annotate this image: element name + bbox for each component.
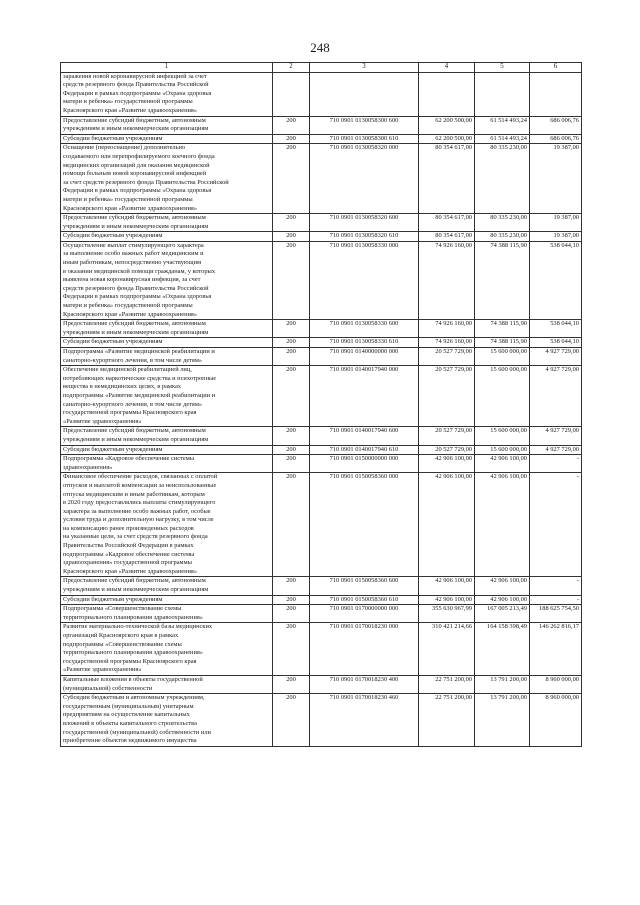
description-line: государственным (муниципальным) унитарным [63, 702, 194, 710]
row-remaining-amount: 4 927 729,00 [530, 366, 582, 427]
row-plan-amount: 80 354 617,00 [419, 144, 475, 214]
description-line: медицинских организаций для оказания медицинской [63, 161, 210, 169]
row-description [61, 694, 273, 747]
table-row [61, 694, 582, 747]
row-executed-amount: 42 906 100,00 [475, 577, 530, 595]
description-line: средств резервного фонда Правительства Российской [63, 284, 209, 292]
description-line: Федерации в рамках подпрограммы «Охрана здоровья [63, 89, 212, 97]
description-line: учреждениям и иным некоммерческим организациям [63, 125, 209, 133]
table-row [61, 144, 582, 214]
row-remaining-amount: 538 044,10 [530, 338, 582, 348]
description-line: Правительства Российской Федерации в рамках [63, 542, 194, 550]
row-remaining-amount: - [530, 577, 582, 595]
table-row [61, 72, 582, 116]
description-line: подпрограммы «Кадровое обеспечение системы [63, 550, 195, 558]
column-header: 2 [273, 63, 310, 73]
row-executed-amount: 15 600 000,00 [475, 445, 530, 455]
description-line: Предоставление субсидий бюджетным, автономным [63, 577, 206, 585]
column-header: 6 [530, 63, 582, 73]
row-code: 200 [273, 675, 310, 693]
description-line: (муниципальной) собственности [63, 684, 153, 692]
description-line: в оказании медицинской помощи гражданам, у которых [63, 267, 216, 275]
description-line: Субсидии бюджетным учреждениям [63, 232, 163, 240]
row-plan-amount: 20 527 729,00 [419, 348, 475, 366]
row-code: 200 [273, 214, 310, 232]
row-code: 200 [273, 320, 310, 338]
column-header: 1 [61, 63, 273, 73]
description-line: за счет средств резервного фонда Правительства Российской [63, 178, 229, 186]
row-classification: 710 0901 0130058320 000 [310, 144, 419, 214]
row-executed-amount: 74 388 115,90 [475, 241, 530, 319]
description-line: в 2020 году предоставлялись выплаты стимулирующего [63, 499, 216, 507]
row-description [61, 473, 273, 577]
row-description [61, 144, 273, 214]
description-line: Субсидии бюджетным учреждениям [63, 338, 163, 346]
description-line: Предоставление субсидий бюджетным, автономным [63, 214, 206, 222]
description-line: Оснащение (переоснащение) дополнительно [63, 144, 186, 152]
row-code: 200 [273, 623, 310, 676]
description-line: Красноярского края «Развитие здравоохранения» [63, 106, 198, 114]
row-code: 200 [273, 427, 310, 445]
row-description [61, 134, 273, 144]
row-classification: 710 0901 0140017940 610 [310, 445, 419, 455]
row-remaining-amount: - [530, 455, 582, 473]
description-line: здравоохранения» [63, 463, 113, 471]
row-classification: 710 0901 0150058360 610 [310, 595, 419, 605]
description-line: Субсидии бюджетным учреждениям [63, 134, 163, 142]
description-line: Финансовое обеспечение расходов, связанных с оплатой [63, 473, 218, 481]
row-plan-amount: 310 421 214,66 [419, 623, 475, 676]
row-remaining-amount: 8 960 000,00 [530, 694, 582, 747]
row-code: 200 [273, 134, 310, 144]
description-line: Осуществление выплат стимулирующего характера [63, 241, 204, 249]
row-description [61, 623, 273, 676]
row-executed-amount: 13 791 200,00 [475, 675, 530, 693]
description-line: Федерации в рамках подпрограммы «Охрана здоровья [63, 187, 212, 195]
row-classification: 710 0901 0130058330 600 [310, 320, 419, 338]
row-code: 200 [273, 241, 310, 319]
row-remaining-amount: - [530, 473, 582, 577]
row-plan-amount: 74 926 160,00 [419, 320, 475, 338]
row-description [61, 605, 273, 623]
description-line: Обеспечение медицинской реабилитацией лиц, [63, 366, 192, 374]
row-plan-amount: 80 354 617,00 [419, 214, 475, 232]
row-executed-amount: 74 388 115,90 [475, 338, 530, 348]
row-remaining-amount: 188 625 754,50 [530, 605, 582, 623]
row-plan-amount: 62 200 500,00 [419, 134, 475, 144]
description-line: Развитие материально-технической базы медицинских [63, 623, 213, 631]
row-executed-amount: 61 514 493,24 [475, 116, 530, 134]
row-plan-amount: 62 200 500,00 [419, 116, 475, 134]
description-line: учреждениям и иным некоммерческим организациям [63, 586, 209, 594]
description-line: потребляющих наркотические средства и психотропные [63, 374, 217, 382]
row-classification: 710 0901 0140017940 600 [310, 427, 419, 445]
row-remaining-amount: 686 006,76 [530, 134, 582, 144]
table-row [61, 338, 582, 348]
description-line: учреждениям и иным некоммерческим организациям [63, 222, 209, 230]
row-classification: 710 0901 0130058300 610 [310, 134, 419, 144]
row-code: 200 [273, 473, 310, 577]
row-description [61, 214, 273, 232]
description-line: Предоставление субсидий бюджетным, автономным [63, 427, 206, 435]
description-line: Капитальные вложения в объекты государственной [63, 675, 203, 683]
row-description [61, 455, 273, 473]
row-executed-amount: 42 906 100,00 [475, 473, 530, 577]
row-classification: 710 0901 0170000000 000 [310, 605, 419, 623]
row-remaining-amount: - [530, 595, 582, 605]
row-remaining-amount: 19 387,00 [530, 214, 582, 232]
description-line: «Развитие здравоохранения» [63, 666, 142, 674]
description-line: создаваемого или перепрофилируемого коечного фонда [63, 152, 215, 160]
table-row [61, 134, 582, 144]
description-line: Красноярского края «Развитие здравоохранения» [63, 310, 198, 318]
row-description [61, 232, 273, 242]
description-line: Субсидии бюджетным и автономным учреждениям, [63, 694, 205, 702]
row-description [61, 577, 273, 595]
description-line: Подпрограмма «Развитие медицинской реабилитации и [63, 348, 215, 355]
row-remaining-amount: 4 927 729,00 [530, 445, 582, 455]
row-description [61, 348, 273, 366]
row-plan-amount: 80 354 617,00 [419, 232, 475, 242]
table-row [61, 577, 582, 595]
column-header: 5 [475, 63, 530, 73]
description-line: Подпрограмма «Кадровое обеспечение системы [63, 455, 195, 463]
row-remaining-amount: 538 044,10 [530, 320, 582, 338]
row-remaining-amount: 4 927 729,00 [530, 348, 582, 366]
description-line: иным работникам, непосредственно участвующим [63, 259, 202, 267]
row-code: 200 [273, 445, 310, 455]
row-description [61, 116, 273, 134]
description-line: Федерации в рамках подпрограммы «Охрана здоровья [63, 293, 212, 301]
row-executed-amount [475, 72, 530, 116]
table-row [61, 455, 582, 473]
row-code: 200 [273, 595, 310, 605]
row-plan-amount: 22 751 200,00 [419, 675, 475, 693]
row-classification: 710 0901 0130058300 600 [310, 116, 419, 134]
description-line: матери и ребенка» государственной программы [63, 302, 193, 310]
description-line: Подпрограмма «Совершенствование схемы [63, 605, 182, 613]
row-description [61, 445, 273, 455]
description-line: заражения новой коронавирусной инфекцией за счет [63, 72, 207, 80]
description-line: государственной программы Красноярского края [63, 409, 197, 417]
row-executed-amount: 80 335 230,00 [475, 232, 530, 242]
row-plan-amount [419, 72, 475, 116]
row-description [61, 320, 273, 338]
row-description [61, 595, 273, 605]
row-classification: 710 0901 0130058330 000 [310, 241, 419, 319]
row-remaining-amount: 686 006,76 [530, 116, 582, 134]
table-row [61, 675, 582, 693]
description-line: Субсидии бюджетным учреждениям [63, 445, 163, 453]
column-header: 4 [419, 63, 475, 73]
row-remaining-amount: 19 387,00 [530, 144, 582, 214]
description-line: территориального планирования здравоохранения» [63, 613, 204, 621]
description-line: подпрограммы «Совершенствование схемы [63, 640, 182, 648]
row-classification: 710 0901 0140017940 000 [310, 366, 419, 427]
table-row [61, 427, 582, 445]
row-plan-amount: 42 906 100,00 [419, 473, 475, 577]
description-line: санаторно-курортного лечения, в том числе детям» [63, 400, 203, 408]
row-executed-amount: 13 791 200,00 [475, 694, 530, 747]
description-line: отпуска медицинским и иным работникам, которым [63, 490, 205, 498]
description-line: «Развитие здравоохранения» [63, 417, 142, 425]
row-plan-amount: 74 926 160,00 [419, 338, 475, 348]
budget-table [60, 62, 582, 747]
row-code: 200 [273, 366, 310, 427]
row-executed-amount: 74 388 115,90 [475, 320, 530, 338]
row-executed-amount: 164 158 398,49 [475, 623, 530, 676]
row-code: 200 [273, 455, 310, 473]
row-executed-amount: 15 600 000,00 [475, 427, 530, 445]
table-row [61, 623, 582, 676]
description-line: приобретение объектов недвижимого имущества [63, 737, 197, 745]
row-description [61, 427, 273, 445]
row-code: 200 [273, 348, 310, 366]
row-plan-amount: 22 751 200,00 [419, 694, 475, 747]
description-line: за выполнение особо важных работ медицинским и [63, 250, 204, 258]
row-plan-amount: 42 906 100,00 [419, 595, 475, 605]
row-description [61, 338, 273, 348]
description-line: отпусков и выплатой компенсации за неиспользованные [63, 481, 217, 489]
row-code: 200 [273, 232, 310, 242]
row-classification: 710 0901 0170018230 000 [310, 623, 419, 676]
row-plan-amount: 20 527 729,00 [419, 445, 475, 455]
row-code [273, 72, 310, 116]
row-code: 200 [273, 577, 310, 595]
row-classification: 710 0901 0150058360 000 [310, 473, 419, 577]
description-line: Красноярского края «Развитие здравоохранения» [63, 204, 198, 212]
description-line: государственной (муниципальной) собственности или [63, 728, 211, 736]
row-classification: 710 0901 0140000000 000 [310, 348, 419, 366]
row-executed-amount: 42 906 100,00 [475, 595, 530, 605]
row-remaining-amount: 4 927 729,00 [530, 427, 582, 445]
table-row [61, 348, 582, 366]
description-line: здравоохранения» государственной программы [63, 559, 192, 567]
row-executed-amount: 80 335 230,00 [475, 144, 530, 214]
table-row [61, 116, 582, 134]
row-plan-amount: 42 906 100,00 [419, 455, 475, 473]
row-classification: 710 0901 0170018230 400 [310, 675, 419, 693]
row-executed-amount: 42 906 100,00 [475, 455, 530, 473]
row-code: 200 [273, 694, 310, 747]
description-line: характера за выполнение особо важных работ, особые [63, 507, 211, 515]
description-line: матери и ребенка» государственной программы [63, 98, 193, 106]
description-line: Предоставление субсидий бюджетным, автономным [63, 116, 206, 124]
row-remaining-amount: 146 262 816,17 [530, 623, 582, 676]
description-line: средств резервного фонда Правительства Российской [63, 81, 209, 89]
row-executed-amount: 167 005 213,49 [475, 605, 530, 623]
table-row [61, 241, 582, 319]
row-remaining-amount: 19 387,00 [530, 232, 582, 242]
description-line: организаций Красноярского края в рамках [63, 632, 179, 639]
row-executed-amount: 15 600 000,00 [475, 348, 530, 366]
table-row [61, 366, 582, 427]
page-number: 248 [310, 40, 330, 55]
table-row [61, 605, 582, 623]
row-code: 200 [273, 116, 310, 134]
row-classification: 710 0901 0170018230 460 [310, 694, 419, 747]
description-line: выявлена новая коронавирусная инфекция, за счет [63, 276, 201, 284]
row-plan-amount: 20 527 729,00 [419, 427, 475, 445]
table-row [61, 445, 582, 455]
description-line: Красноярского края «Развитие здравоохранения» [63, 567, 198, 575]
table-row [61, 214, 582, 232]
row-classification [310, 72, 419, 116]
row-description [61, 366, 273, 427]
description-line: учреждениям и иным некоммерческим организациям [63, 435, 209, 443]
description-line: подпрограммы «Развитие медицинской реабилитации и [63, 391, 216, 399]
row-classification: 710 0901 0130058320 610 [310, 232, 419, 242]
header-row [61, 63, 582, 73]
row-code: 200 [273, 338, 310, 348]
table-row [61, 595, 582, 605]
row-executed-amount: 80 335 230,00 [475, 214, 530, 232]
row-code: 200 [273, 605, 310, 623]
row-executed-amount: 61 514 493,24 [475, 134, 530, 144]
description-line: учреждениям и иным некоммерческим организациям [63, 328, 209, 336]
table-row [61, 320, 582, 338]
table-row [61, 473, 582, 577]
column-header: 3 [310, 63, 419, 73]
description-line: на указанные цели, за счет средств резервного фонда [63, 533, 208, 541]
description-line: вещества в немедицинских целях, в рамках [63, 383, 181, 391]
row-classification: 710 0901 0150000000 000 [310, 455, 419, 473]
row-description [61, 241, 273, 319]
row-plan-amount: 20 527 729,00 [419, 366, 475, 427]
description-line: санаторно-курортного лечения, в том числе детям» [63, 356, 203, 364]
row-remaining-amount: 538 044,10 [530, 241, 582, 319]
description-line: предприятиям на осуществление капитальных [63, 711, 190, 719]
description-line: помощи больным новой коронавирусной инфекцией [63, 170, 207, 178]
description-line: на компенсацию ранее произведенных расходов [63, 524, 194, 532]
table-row [61, 232, 582, 242]
row-classification: 710 0901 0150058360 600 [310, 577, 419, 595]
row-classification: 710 0901 0130058320 600 [310, 214, 419, 232]
description-line: вложений в объекты капитального строительства [63, 719, 197, 727]
row-classification: 710 0901 0130058330 610 [310, 338, 419, 348]
description-line: Субсидии бюджетным учреждениям [63, 595, 163, 603]
row-remaining-amount: 8 960 000,00 [530, 675, 582, 693]
description-line: территориального планирования здравоохранения» [63, 649, 204, 657]
description-line: матери и ребенка» государственной программы [63, 195, 193, 203]
row-plan-amount: 74 926 160,00 [419, 241, 475, 319]
row-description [61, 72, 273, 116]
row-code: 200 [273, 144, 310, 214]
description-line: Предоставление субсидий бюджетным, автономным [63, 320, 206, 328]
row-plan-amount: 355 630 967,99 [419, 605, 475, 623]
description-line: государственной программы Красноярского края [63, 657, 197, 665]
row-plan-amount: 42 906 100,00 [419, 577, 475, 595]
row-remaining-amount [530, 72, 582, 116]
row-executed-amount: 15 600 000,00 [475, 366, 530, 427]
row-description [61, 675, 273, 693]
description-line: условия труда и дополнительную нагрузку, в том числе [63, 516, 214, 524]
